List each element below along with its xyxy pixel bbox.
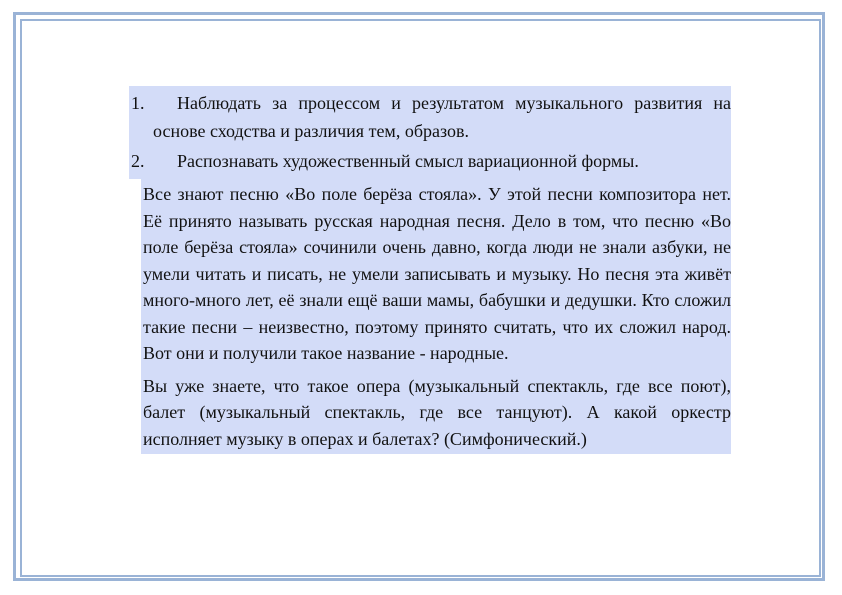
- paragraph-opera-ballet: Вы уже знаете, что такое опера (музыкальный спектакль, где все поют), балет (музыкальный спектакль, где все танцуют). А какой оркестр исполняет музыку в операх и балетах? (Симфонический.): [143, 375, 731, 449]
- paragraph-folk-song: Все знают песню «Во поле берёза стояла». У этой песни композитора нет. Её принято называть русская народная песня. Дело в том, что песню «Во поле берёза стояла» сочинили очень давно, когда люди не знали азбуки, не умели читать и писать, не умели записывать и музыку. Но песня эта живёт много-много лет, её знали ещё ваши мамы, бабушки и дедушки. Кто сложил такие песни – неизвестно, поэтому принято считать, что их сложил народ. Вот они и получили такое название - народные.: [143, 184, 731, 363]
- slide-content: [129, 86, 731, 454]
- text-block: [141, 179, 731, 454]
- objective-text: Распознавать художественный смысл вариационной формы.: [177, 151, 639, 171]
- objective-item-2: [129, 147, 731, 175]
- objective-text: Наблюдать за процессом и результатом музыкального развития на основе сходства и различия тем, образов.: [153, 93, 731, 141]
- objective-number: 1.: [131, 93, 145, 113]
- objective-item-1: [129, 89, 731, 145]
- objective-number: 2.: [131, 151, 145, 171]
- objectives-list: [129, 86, 731, 179]
